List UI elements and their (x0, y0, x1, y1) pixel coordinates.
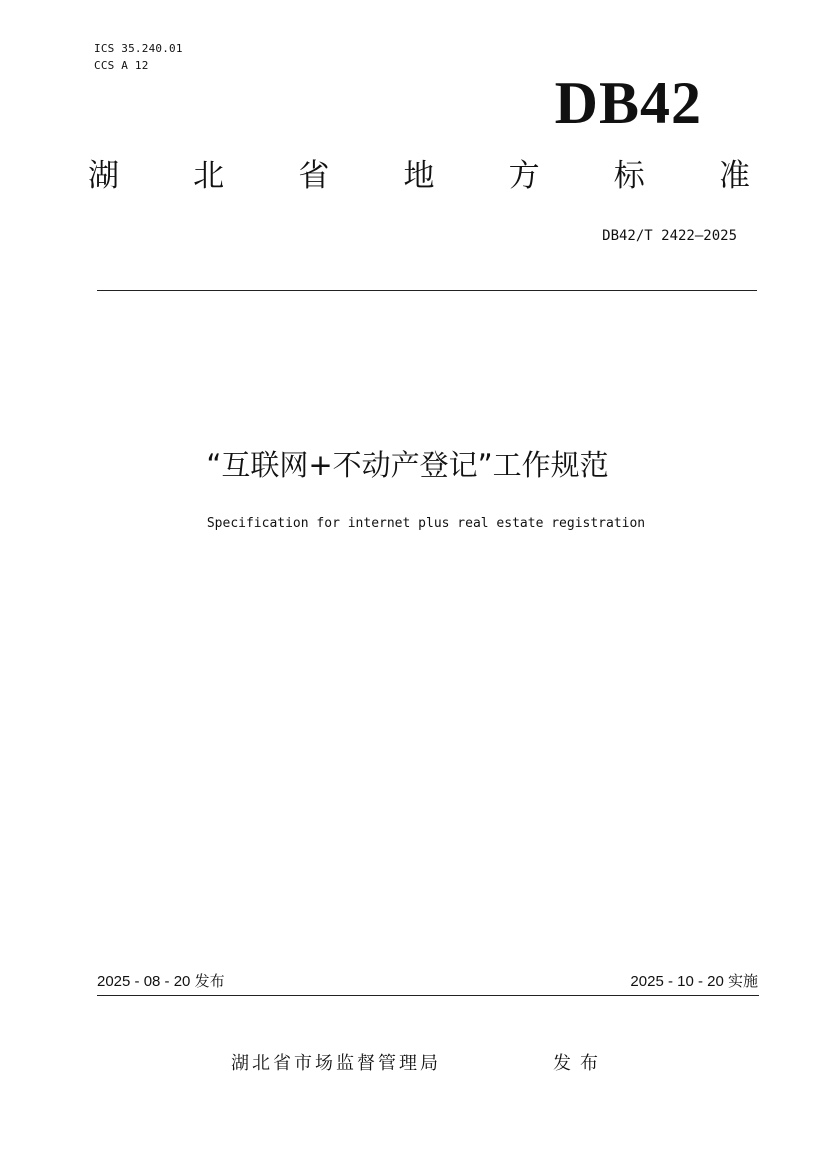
document-title-chinese: “互联网+不动产登记”工作规范 (206, 448, 609, 482)
standard-type-char: 准 (718, 158, 750, 194)
standard-type-char: 湖 (88, 158, 119, 194)
publish-label: 发布 (553, 1053, 607, 1074)
header-divider (97, 290, 757, 291)
footer-divider (97, 995, 759, 996)
publisher-name: 湖北省市场监督管理局 (231, 1053, 441, 1074)
standard-type-char: 地 (403, 158, 435, 194)
ics-code: ICS 35.240.01 (94, 42, 183, 55)
issue-date: 2025 - 08 - 20 发布 (97, 973, 225, 990)
standard-type-heading (88, 156, 750, 196)
standard-type-char: 北 (193, 158, 225, 194)
implementation-date: 2025 - 10 - 20 实施 (630, 973, 758, 990)
standard-type-char: 方 (508, 158, 540, 194)
standard-mark: DB42 (554, 70, 702, 136)
document-title-english: Specification for internet plus real estate registration (206, 516, 646, 531)
standard-type-char: 省 (298, 158, 330, 194)
standard-type-char: 标 (613, 158, 645, 194)
standard-number: DB42/T 2422—2025 (602, 228, 737, 244)
classification-codes (94, 40, 183, 74)
ccs-code: CCS A 12 (94, 59, 149, 72)
